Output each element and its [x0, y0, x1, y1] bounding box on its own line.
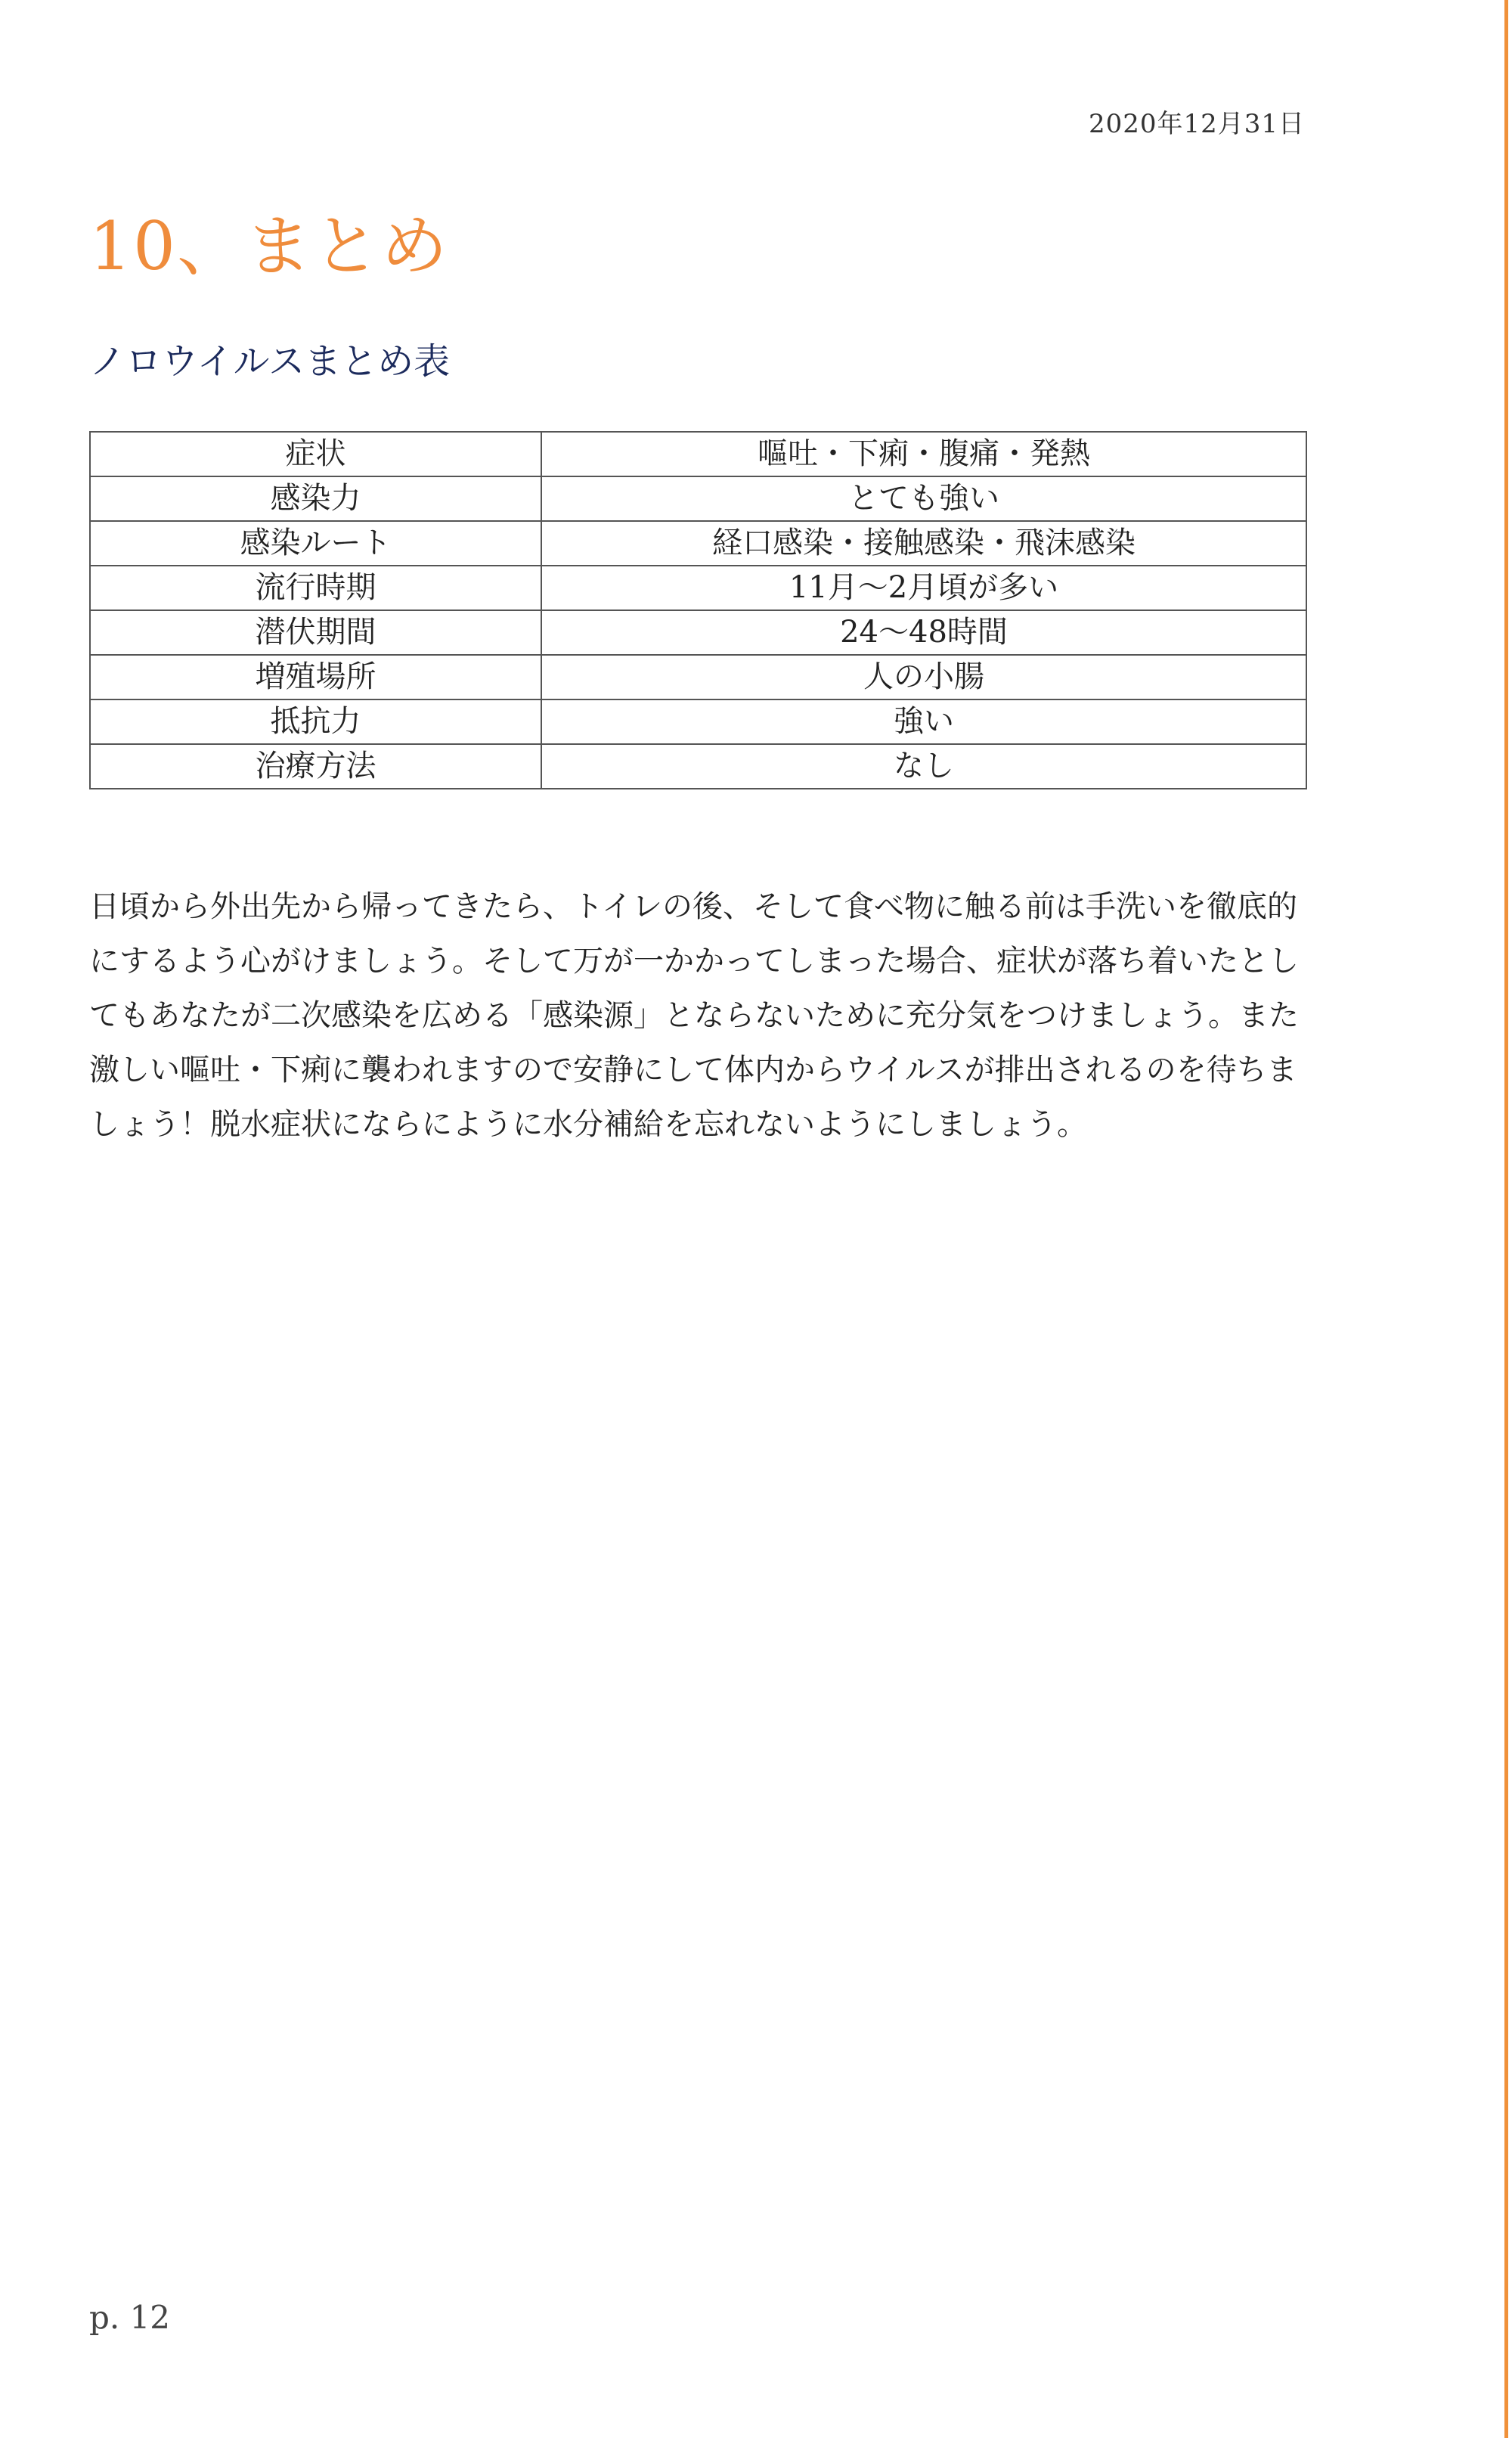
table-row: [90, 432, 1306, 476]
table-row: [90, 476, 1306, 521]
row-value: 24～48時間: [541, 610, 1306, 655]
row-value: なし: [541, 744, 1306, 789]
row-label: 潜伏期間: [90, 610, 541, 655]
row-value: 11月～2月頃が多い: [541, 566, 1306, 610]
row-label: 感染力: [90, 476, 541, 521]
section-title: ノロウイルスまとめ表: [89, 340, 451, 383]
row-value: 嘔吐・下痢・腹痛・発熱: [541, 432, 1306, 476]
page-number: p. 12: [89, 2299, 171, 2336]
row-value: 強い: [541, 699, 1306, 744]
table-row: [90, 521, 1306, 566]
row-value: とても強い: [541, 476, 1306, 521]
row-label: 治療方法: [90, 744, 541, 789]
table-row: [90, 566, 1306, 610]
summary-paragraph: 日頃から外出先から帰ってきたら、トイレの後、そして食べ物に触る前は手洗いを徹底的にするよう心がけましょう。そして万が一かかってしまった場合、症状が落ち着いたとしてもあなたが二次感染を広める「感染源」とならないために充分気をつけましょう。また激しい嘔吐・下痢に襲われますので安静にして体内からウイルスが排出されるのを待ちましょう！脱水症状にならにように水分補給を忘れないようにしましょう。: [89, 889, 1299, 1142]
table-row: [90, 610, 1306, 655]
row-label: 症状: [90, 432, 541, 476]
table-row: [90, 699, 1306, 744]
row-label: 抵抗力: [90, 699, 541, 744]
row-label: 流行時期: [90, 566, 541, 610]
norovirus-summary-table: [89, 431, 1307, 789]
chapter-title: 10、まとめ: [89, 207, 449, 285]
page-edge-rule: [1504, 0, 1508, 2438]
table-row: [90, 744, 1306, 789]
document-date: 2020年12月31日: [1088, 109, 1305, 139]
row-value: 人の小腸: [541, 655, 1306, 699]
row-label: 感染ルート: [90, 521, 541, 566]
table-row: [90, 655, 1306, 699]
row-label: 増殖場所: [90, 655, 541, 699]
row-value: 経口感染・接触感染・飛沫感染: [541, 521, 1306, 566]
